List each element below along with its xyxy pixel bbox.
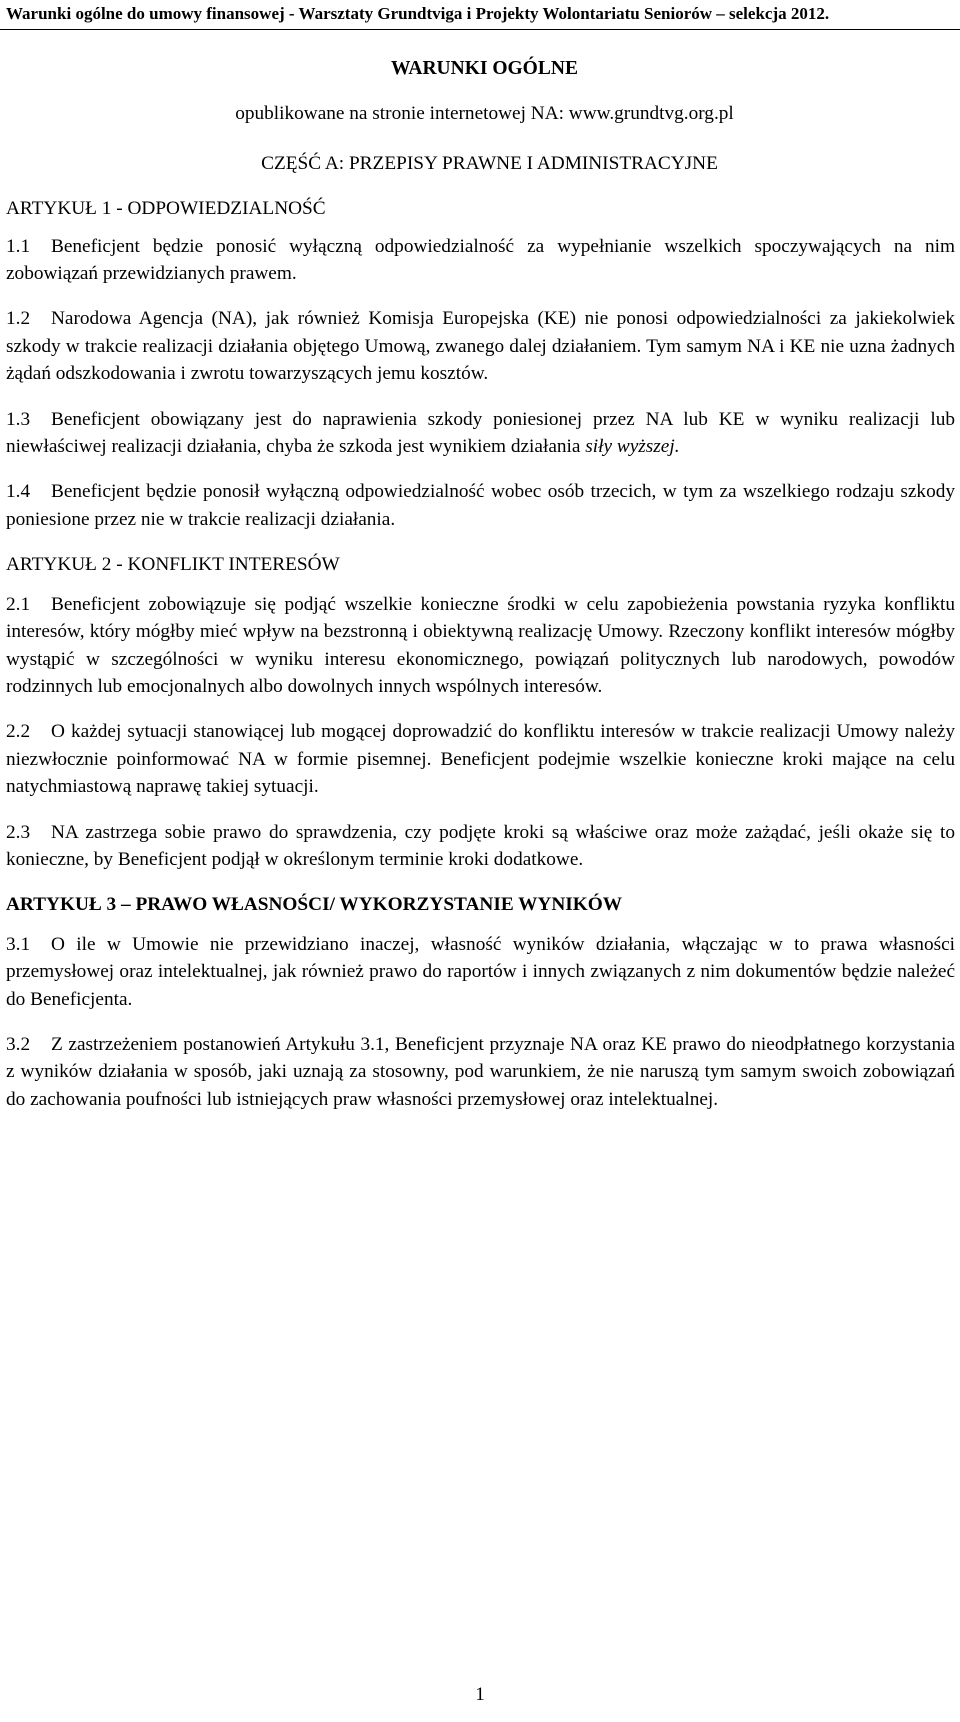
clause-text <box>6 233 955 288</box>
header-rule <box>0 29 960 30</box>
clause-body: Beneficjent zobowiązuje się podjąć wszelkie konieczne środki w celu zapobieżenia powstania ryzyka konfliktu interesów, który mógłby mieć wpływ na bezstronną i obiektywną realizację Umowy. Rzeczony konflikt interesów mógłby wystąpić w szczególności w wyniku interesu ekonomicznego, powiązań politycznych lub narodowych, powodów rodzinnych lub emocjonalnych albo dowolnych innych wspólnych interesów. <box>6 593 955 697</box>
document-body <box>6 55 955 1113</box>
clause-3-2 <box>6 1031 955 1113</box>
clause-text <box>6 406 955 461</box>
clause-2-2 <box>6 718 955 800</box>
clause-text <box>6 478 955 533</box>
clause-body: Beneficjent obowiązany jest do naprawienia szkody poniesionej przez NA lub KE w wyniku realizacji lub niewłaściwej realizacji działania, chyba że szkoda jest wynikiem działania <box>6 408 955 458</box>
clause-1-3 <box>6 406 955 461</box>
clause-body: Beneficjent będzie ponosić wyłączną odpowiedzialność za wypełnianie wszelkich spoczywających na nim zobowiązań przewidzianych prawem. <box>6 235 955 285</box>
page-number: 1 <box>475 1684 485 1705</box>
article-title: ARTYKUŁ 3 – PRAWO WŁASNOŚCI/ WYKORZYSTANIE WYNIKÓW <box>6 894 623 916</box>
part-title: CZĘŚĆ A: PRZEPISY PRAWNE I ADMINISTRACYJNE <box>261 152 718 174</box>
clause-2-1 <box>6 591 955 701</box>
clause-text <box>6 718 955 800</box>
clause-text <box>6 305 955 387</box>
clause-number: 3.2 <box>6 1033 31 1055</box>
clause-body: O ile w Umowie nie przewidziano inaczej, własność wyników działania, włączając w to prawa własności przemysłowej oraz intelektualnej, jak również prawo do raportów i innych związanych z nim dokumentów będzie należeć do Beneficjenta. <box>6 933 955 1010</box>
clause-number: 1.1 <box>6 235 31 257</box>
clause-italic-tail: siły wyższej. <box>585 436 680 458</box>
clause-text <box>6 931 955 1013</box>
clause-body: O każdej sytuacji stanowiącej lub mogącej doprowadzić do konfliktu interesów w trakcie realizacji Umowy należy niezwłocznie poinformować NA w formie pisemnej. Beneficjent podejmie wszelkie konieczne kroki mające na celu natychmiastową naprawę takiej sytuacji. <box>6 721 955 798</box>
clause-1-2 <box>6 305 955 387</box>
clause-number: 1.4 <box>6 481 31 503</box>
clause-number: 2.3 <box>6 821 31 843</box>
clause-body: Narodowa Agencja (NA), jak również Komisja Europejska (KE) nie ponosi odpowiedzialności za jakiekolwiek szkody w trakcie realizacji działania objętego Umową, zwanego dalej działaniem. Tym samym NA i KE nie uzna żadnych żądań odszkodowania i zwrotu towarzyszących jemu kosztów. <box>6 308 955 385</box>
running-header: Warunki ogólne do umowy finansowej - Warsztaty Grundtviga i Projekty Wolontariatu Seniorów – selekcja 2012. <box>6 4 830 23</box>
article-title: ARTYKUŁ 2 - KONFLIKT INTERESÓW <box>6 554 340 576</box>
clause-text <box>6 819 955 874</box>
article-title: ARTYKUŁ 1 - ODPOWIEDZIALNOŚĆ <box>6 198 326 220</box>
clause-body: Z zastrzeżeniem postanowień Artykułu 3.1, Beneficjent przyznaje NA oraz KE prawo do nieodpłatnego korzystania z wyników działania w sposób, jaki uznają za stosowny, pod warunkiem, że nie naruszą tym samym swoich zobowiązań do zachowania poufności lub istniejących praw własności przemysłowej oraz intelektualnej. <box>6 1033 955 1110</box>
clause-number: 2.2 <box>6 721 31 743</box>
clause-3-1 <box>6 931 955 1013</box>
clause-2-3 <box>6 819 955 874</box>
document-subtitle: opublikowane na stronie internetowej NA: www.grundtvg.org.pl <box>235 103 734 125</box>
clause-1-1 <box>6 233 955 288</box>
clause-number: 3.1 <box>6 933 31 955</box>
clause-number: 1.2 <box>6 308 31 330</box>
clause-body: NA zastrzega sobie prawo do sprawdzenia, czy podjęte kroki są właściwe oraz może zażądać, jeśli okaże się to konieczne, by Beneficjent podjął w określonym terminie kroki dodatkowe. <box>6 821 955 870</box>
clause-body: Beneficjent będzie ponosił wyłączną odpowiedzialność wobec osób trzecich, w tym za wszelkiego rodzaju szkody poniesione przez nie w trakcie realizacji działania. <box>6 481 955 530</box>
clause-number: 2.1 <box>6 593 31 615</box>
clause-1-4 <box>6 478 955 533</box>
clause-text <box>6 591 955 701</box>
clause-number: 1.3 <box>6 408 31 430</box>
document-title: WARUNKI OGÓLNE <box>391 58 578 79</box>
clause-text <box>6 1031 955 1113</box>
